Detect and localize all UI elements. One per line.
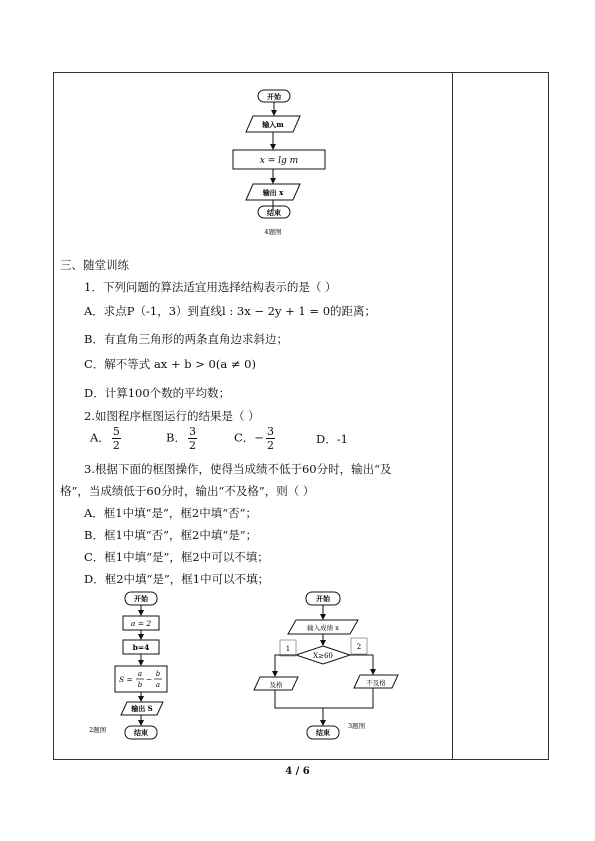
flowchart-q2 [85, 586, 205, 746]
flow3-pass-label: 及格 [269, 681, 283, 689]
q2-option-d: D．-1 [316, 432, 348, 446]
q2-a-numerator: 5 [112, 425, 120, 438]
flow2-assign-b-label: b=4 [132, 643, 150, 652]
q3-option-d: D．框2中填“是”，框1中可以不填； [84, 572, 270, 586]
q2-option-c-fraction [266, 426, 275, 451]
q2-b-numerator: 3 [188, 425, 196, 438]
flow3-caption: 3题图 [348, 722, 366, 730]
q1-option-c: C．解不等式 ax + b > 0(a ≠ 0) [84, 357, 256, 371]
flow2-f1-denominator: b [137, 681, 143, 689]
flow4-end-label: 结束 [267, 208, 281, 217]
q2-option-a [90, 426, 123, 451]
q2-option-c [234, 426, 277, 451]
q2-a-denominator: 2 [112, 439, 120, 452]
flow4-input-label: 输入m [262, 120, 284, 129]
q3-option-a: A．框1中填“是”，框2中填“否”； [84, 506, 257, 520]
table-column-divider [452, 72, 453, 760]
flow2-operator: − [145, 675, 153, 684]
q2-option-c-prefix: C．− [234, 430, 264, 445]
q3-option-c: C．框1中填“是”，框2中可以不填； [84, 550, 269, 564]
flow2-caption: 2题图 [89, 726, 107, 734]
flow2-end-label: 结束 [134, 728, 148, 737]
flow4-start-label: 开始 [267, 92, 281, 101]
flowchart-q4 [225, 86, 345, 236]
flow3-end-label: 结束 [316, 728, 330, 737]
q1-option-a: A．求点P（-1，3）到直线l : 3x − 2y + 1 = 0的距离； [84, 304, 377, 318]
flow3-input-label: 输入成绩 x [307, 624, 339, 632]
flow3-box-1-label: 1 [285, 645, 291, 653]
q2-option-b-fraction [188, 426, 197, 451]
q3-stem-line2: 格”，当成绩低于60分时，输出“不及格”，则（ ） [60, 484, 315, 498]
q1-option-d: D．计算100个数的平均数； [84, 386, 231, 400]
q2-option-a-fraction [112, 426, 121, 451]
q2-option-b-prefix: B． [166, 430, 186, 445]
q3-option-b: B．框1中填“否”，框2中填“是”； [84, 528, 258, 542]
flow2-f1-numerator: a [137, 670, 143, 678]
flow4-process-label: x = lg m [259, 156, 299, 166]
flowchart-q3 [240, 588, 420, 746]
flow4-output-label: 输出 x [262, 188, 284, 197]
flow3-merge-left [275, 690, 323, 708]
q1-option-b: B．有直角三角形的两条直角边求斜边； [84, 332, 288, 346]
flow3-fail-label: 不及格 [366, 679, 386, 687]
flow2-f2-denominator: a [155, 681, 161, 689]
flow3-branch-right [350, 655, 373, 674]
flow4-caption: 4题图 [264, 228, 282, 236]
q2-b-denominator: 2 [188, 439, 196, 452]
q3-stem-line1: 3.根据下面的框图操作，使得当成绩不低于60分时，输出“及 [84, 462, 392, 476]
q2-c-denominator: 2 [266, 439, 274, 452]
flow3-branch-left [275, 655, 296, 676]
q2-option-b [166, 426, 199, 451]
flow2-f2-numerator: b [155, 670, 161, 678]
page-number: 4 / 6 [285, 766, 310, 777]
section-title: 三、随堂训练 [60, 258, 129, 272]
flow2-start-label: 开始 [134, 594, 148, 603]
q2-c-numerator: 3 [266, 425, 274, 438]
flow3-decision-label: X≥60 [313, 652, 333, 660]
flow2-output-label: 输出 S [131, 704, 153, 713]
flow2-formula-prefix: S = [119, 675, 133, 684]
flow3-merge-right [323, 688, 373, 708]
flow2-assign-a-label: a = 2 [130, 619, 152, 628]
q1-stem: 1．下列问题的算法适宜用选择结构表示的是（ ） [84, 280, 337, 294]
q2-option-a-prefix: A． [90, 430, 110, 445]
flow3-start-label: 开始 [316, 594, 330, 603]
flow3-box-2-label: 2 [356, 643, 362, 651]
q2-stem: 2.如图程序框图运行的结果是（ ） [84, 409, 260, 423]
